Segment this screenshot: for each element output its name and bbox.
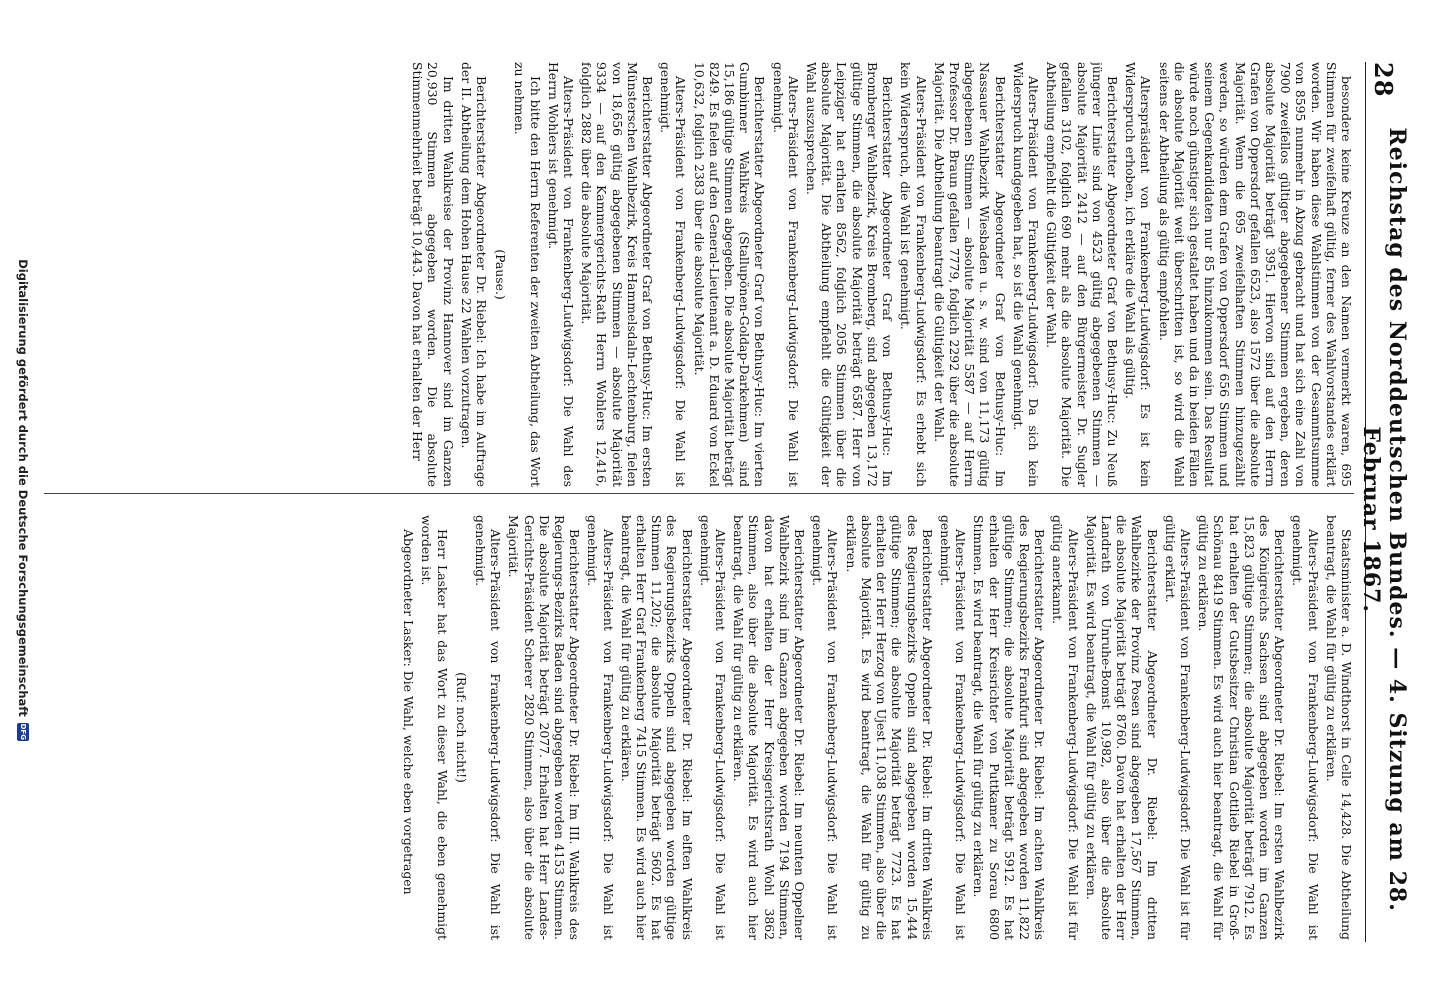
paragraph: Ich bitte den Herrn Referenten der zweiten Abtheilung, das Wort zu nehmen. xyxy=(512,62,543,487)
digitization-credit xyxy=(12,0,34,1000)
left-column xyxy=(44,62,1354,487)
paragraph: Alters-Präsident von Frankenberg-Ludwigsdorf: Die Wahl ist genehmigt. xyxy=(810,515,841,940)
paragraph: Berichterstatter Abgeordneter Dr. Riebel: Im achten Wahlkreis des Regierungsbezirks Frankfurt sind abgegeben worden 11,822 gültige Stimmen; die absolute Majorität beträgt 5912. Es hat erhalten der Herr Kreisrichter von Puttkamer zu Sorau 6800 Stimmen. Es wird beantragt, die Wahl für gültig zu erklären. xyxy=(971,515,1048,940)
paragraph: besondere keine Kreuze an den Namen vermerkt waren, 695 Stimmen für zweifelhaft gültig, ferner des Wahlvorstandes erklärt worden. Wir haben diese Wahlstimmen von der Gesammtsumme von 8595 nunmehr in Abzug gebracht und hat sich eine Zahl von 7900 zweifellos gültiger abgegebener Stimmen ergeben, deren absolute Majorität beträgt 3951. Hiervon sind auf den Herrn Grafen von Oppersdorf gefallen 6523, also 1572 über die absolute Majorität. Wenn die 695 zweifelhaften Stimmen hinzugezählt werden, so würden dem Grafen von Oppersdorf 656 Stimmen und seinem Gegenkandidaten nur 85 hinzukommen sein. Das Resultat würde noch günstiger sich gestaltet haben und da in beiden Fällen die absolute Majorität weit überschritten ist, so wird die Wahl seitens der Abtheilung als gültig empfohlen. xyxy=(1156,62,1354,487)
paragraph: Herr Lasker hat das Wort zu dieser Wahl, die eben genehmigt worden ist. xyxy=(419,515,450,940)
stage-direction: (Ruf: noch nicht!) xyxy=(453,672,469,783)
paragraph: Berichterstatter Abgeordneter Graf von Bethusy-Huc: Im Bromberger Wahlbezirk, Kreis Bromberg, sind abgegeben 13,172 gültige Stimmen, die absolute Majorität beträgt 6587. Herr von Leipziger hat erhalten 8562, folglich 2056 Stimmen über die absolute Majorität. Die Abtheilung empfiehlt die Gültigkeit der Wahl auszusprechen. xyxy=(804,62,896,487)
paragraph: Berichterstatter Abgeordneter Dr. Riebel: Im dritten Wahlkreis des Regierungsbezirks Oppeln sind abgegeben worden 15,444 gültige Stimmen; die absolute Majorität beträgt 7723. Es hat erhalten der Herr Herzog von Ujest 11,038 Stimmen, also über die absolute Majorität. Es wird beantragt, die Wahl für gültig zu erklären. xyxy=(843,515,935,940)
paragraph: Alters-Präsident von Frankenberg-Ludwigsdorf: Die Wahl des Herrn Wohlers ist genehmigt. xyxy=(545,62,577,487)
credit-text: Digitalisierung gefördert durch die Deutsche Forschungsgemeinschaft xyxy=(16,259,30,717)
paragraph: Berichterstatter Abgeordneter Dr. Riebel: Im neunten Oppelner Wahlbezirk sind im Ganzen abgegeben worden 7194 Stimmen, davon hat erhalten der Herr Kreisgerichtsrath Wohl 3862 Stimmen, also über die absolute Majorität. Es wird auch hier beantragt, die Wahl für gültig zu erklären. xyxy=(731,515,808,940)
paragraph: Alters-Präsident von Frankenberg-Ludwigsdorf: Die Wahl ist genehmigt. xyxy=(585,515,616,940)
paragraph: Berichterstatter Abgeordneter Dr. Riebel: Im elften Wahlkreis des Regierungsbezirks Oppeln sind abgegeben worden gültige Stimmen 11,202; die absolute Majorität beträgt 5602. Es hat erhalten Herr Graf Frankenberg 7415 Stimmen. Es wird auch hier beantragt, die Wahl für gültig zu erklären. xyxy=(618,515,695,940)
paragraph: Alters-Präsident von Frankenberg-Ludwigsdorf: Es erhebt sich kein Widerspruch, die Wahl ist genehmigt. xyxy=(898,62,929,487)
paragraph: Berichterstatter Abgeordneter Dr. Riebel: Ich habe im Auftrage der II. Abtheilung dem Hohen Hause 22 Wahlen vorzutragen. xyxy=(458,62,490,487)
column-divider xyxy=(44,493,1354,494)
paragraph: Im dritten Wahlkreise der Provinz Hannover sind im Ganzen 20,930 Stimmen abgegeben worden. Die absolute Stimmenmehrheit beträgt 10,443. Davon hat erhalten der Herr xyxy=(410,62,456,487)
paragraph: Alters-Präsident von Frankenberg-Ludwigsdorf: Die Wahl ist genehmigt. xyxy=(473,515,504,940)
paragraph: Berichterstatter Abgeordneter Graf von Bethusy-Huc: Im vierten Gumbinner Wahlkreis (Stallupönen-Goldap-Darkehmen) sind 15,186 gültige Stimmen abgegeben. Die absolute Majorität beträgt 8249. Es fielen auf den General-Lieutenant a. D. Eduard von Eckel 10,632, folglich 2383 über die absolute Majorität. xyxy=(691,62,768,487)
page-title: Reichstag des Norddeutschen Bundes. — 4. Sitzung am 28. Februar 1867. xyxy=(1358,127,1410,912)
paragraph: Berichterstatter Abgeordneter Dr. Riebel: Im III. Wahlkreis des Regierungs-Bezirks Baden sind abgegeben worden 4153 Stimmen. Die absolute Majorität beträgt 2077. Erhalten hat Herr Landes-Gerichts-Präsident Scherer 2820 Stimmen, also über die absolute Majorität. xyxy=(506,515,583,940)
dfg-logo-icon: DFG xyxy=(19,723,27,740)
paragraph: Abgeordneter Lasker: Die Wahl, welche eben vorgetragen xyxy=(401,529,417,895)
paragraph: Alters-Präsident von Frankenberg-Ludwigsdorf: Die Wahl ist genehmigt. xyxy=(1290,515,1321,940)
paragraph: Alters-Präsident von Frankenberg-Ludwigsdorf: Die Wahl ist genehmigt. xyxy=(770,62,801,487)
right-column xyxy=(44,515,1354,940)
stage-direction: (Pause.) xyxy=(493,249,509,300)
paragraph: Staatsminister a. D. Windthorst in Celle 14,428. Die Abtheilung beantragt, die Wahl für gültig zu erklären. xyxy=(1323,515,1354,940)
paragraph: Alters-Präsident von Frankenberg-Ludwigsdorf: Die Wahl ist genehmigt. xyxy=(697,515,729,940)
page-header xyxy=(1358,62,1410,942)
paragraph: Berichterstatter Abgeordneter Graf von Bethusy-Huc: Im Nassauer Wahlbezirk Wiesbaden u. s. w. sind von 11,173 gültig abgegebenen Stimmen — absolute Majorität 5587 — auf Herrn Professor Dr. Braun gefallen 7779, folglich 2292 über die absolute Majorität. Die Abtheilung beantragt die Gültigkeit der Wahl. xyxy=(931,62,1008,487)
paragraph: Berichterstatter Abgeordneter Graf von Bethusy-Huc: Im ersten Münsterschen Wahlbezirk, Kreis Hammelsdaln-Lechtenburg, fielen von 18,656 gültig abgegebenen Stimmen — absolute Majorität 9334 — auf den Kammergerichts-Rath Herrn Wohlers 12,416, folglich 2882 über die absolute Majorität. xyxy=(579,62,656,487)
paragraph: Alterspräsident von Frankenberg-Ludwigsdorf: Es ist kein Widerspruch erhoben, ich erkläre die Wahl als gültig. xyxy=(1123,62,1154,487)
paragraph: Alters-Präsident von Frankenberg-Ludwigsdorf: Die Wahl ist genehmigt. xyxy=(937,515,969,940)
paragraph: Alters-Präsident von Frankenberg-Ludwigsdorf: Die Wahl ist für gültig erklärt. xyxy=(1162,515,1193,940)
page-number: 28 xyxy=(1369,62,1399,98)
paragraph: Berichterstatter Abgeordneter Dr. Riebel: Im ersten Wahlbezirk des Königreichs Sachsen sind abgegeben worden im Ganzen 15,823 gültige Stimmen; die absolute Majorität beträgt 7912. Es hat erhalten der Gutsbesitzer Christian Gottlieb Riebel in Groß-Schönau 8419 Stimmen. Es wird auch hier beantragt, die Wahl für gültig zu erklären. xyxy=(1196,515,1288,940)
paragraph: Alters-Präsident von Frankenberg-Ludwigsdorf: Die Wahl ist für gültig anerkannt. xyxy=(1050,515,1081,940)
paragraph: Berichterstatter Abgeordneter Graf von Bethusy-Huc: Zu Neuß jüngerer Linie sind von 4523 gültig abgegebenen Stimmen — absolute Majorität 2412 — auf den Bürgermeister Dr. Sugler gefallen 3102, folglich 690 mehr als die absolute Majorität. Die Abtheilung empfiehlt die Gültigkeit der Wahl. xyxy=(1044,62,1120,487)
paragraph: Berichterstatter Abgeordneter Dr. Riebel: Im dritten Wahlbezirke der Provinz Posen sind abgegeben 17,567 Stimmen, die absolute Majorität beträgt 8760. Davon hat erhalten der Herr Landrath von Unruhe-Bomst 10,982, also über die absolute Majorität. Es wird beantragt, die Wahl für gültig zu erklären. xyxy=(1083,515,1160,940)
paragraph: Alters-Präsident von Frankenberg-Ludwigsdorf: Da sich kein Widerspruch kundgegeben hat, so ist die Wahl genehmigt. xyxy=(1010,62,1041,487)
paragraph: Alters-Präsident von Frankenberg-Ludwigsdorf: Die Wahl ist genehmigt. xyxy=(658,62,689,487)
